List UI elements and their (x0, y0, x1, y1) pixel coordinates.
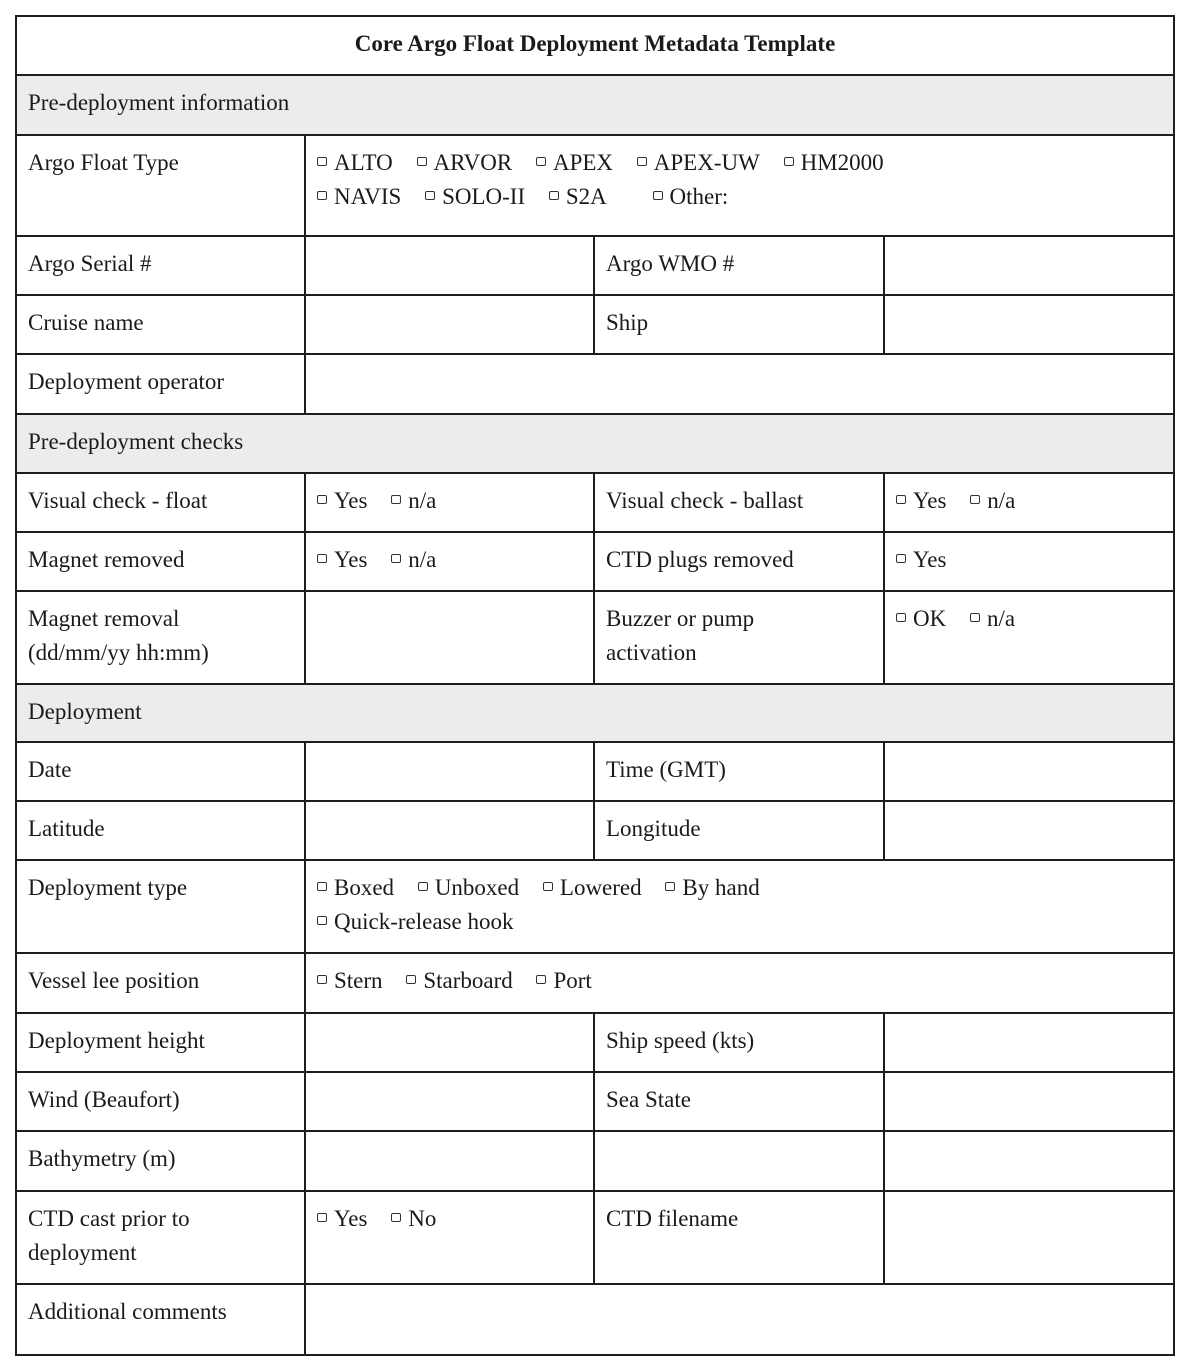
serial-label: Argo Serial # (16, 236, 305, 295)
checkbox-icon[interactable] (896, 613, 906, 622)
checkbox-icon[interactable] (317, 916, 327, 925)
visual-float-na-option[interactable]: n/a (391, 484, 436, 518)
checkbox-icon[interactable] (637, 157, 647, 166)
checkbox-icon[interactable] (536, 157, 546, 166)
ship-speed-field[interactable] (884, 1013, 1174, 1072)
wind-label: Wind (Beaufort) (16, 1072, 305, 1131)
deployment-type-by-hand-option[interactable]: By hand (665, 871, 759, 905)
checkbox-icon[interactable] (317, 554, 327, 563)
checkbox-icon[interactable] (406, 975, 416, 984)
buzzer-ok-option[interactable]: OK (896, 602, 946, 636)
buzzer-options (884, 591, 1174, 684)
buzzer-label: Buzzer or pump activation (594, 591, 884, 684)
time-field[interactable] (884, 742, 1174, 801)
comments-field[interactable] (305, 1284, 1174, 1355)
section-pre-deployment-information: Pre-deployment information (16, 75, 1174, 135)
checkbox-icon[interactable] (391, 1213, 401, 1222)
buzzer-na-option[interactable]: n/a (970, 602, 1015, 636)
ctd-filename-field[interactable] (884, 1191, 1174, 1284)
deployment-height-field[interactable] (305, 1013, 594, 1072)
cruise-name-label: Cruise name (16, 295, 305, 354)
visual-ballast-yes-option[interactable]: Yes (896, 484, 946, 518)
checkbox-icon[interactable] (665, 882, 675, 891)
float-type-hm2000-option[interactable]: HM2000 (784, 146, 884, 180)
wmo-field[interactable] (884, 236, 1174, 295)
magnet-removed-label: Magnet removed (16, 532, 305, 591)
bathymetry-field[interactable] (305, 1131, 594, 1191)
float-type-apex-option[interactable]: APEX (536, 146, 613, 180)
ctd-filename-label: CTD filename (594, 1191, 884, 1284)
deployment-type-lowered-option[interactable]: Lowered (543, 871, 642, 905)
checkbox-icon[interactable] (970, 495, 980, 504)
visual-float-label: Visual check - float (16, 473, 305, 532)
checkbox-icon[interactable] (970, 613, 980, 622)
ship-field[interactable] (884, 295, 1174, 354)
ctd-cast-no-option[interactable]: No (391, 1202, 436, 1236)
checkbox-icon[interactable] (784, 157, 794, 166)
magnet-removed-options (305, 532, 594, 591)
operator-label: Deployment operator (16, 354, 305, 414)
magnet-removal-time-field[interactable] (305, 591, 594, 684)
float-type-s2a-option[interactable]: S2A (549, 180, 607, 214)
section-deployment: Deployment (16, 684, 1174, 742)
operator-field[interactable] (305, 354, 1174, 414)
magnet-removed-na-option[interactable]: n/a (391, 543, 436, 577)
sea-state-label: Sea State (594, 1072, 884, 1131)
serial-field[interactable] (305, 236, 594, 295)
visual-ballast-options (884, 473, 1174, 532)
time-label: Time (GMT) (594, 742, 884, 801)
checkbox-icon[interactable] (317, 1213, 327, 1222)
deployment-type-unboxed-option[interactable]: Unboxed (418, 871, 519, 905)
comments-label: Additional comments (16, 1284, 305, 1355)
checkbox-icon[interactable] (418, 882, 428, 891)
vessel-lee-port-option[interactable]: Port (536, 964, 591, 998)
float-type-solo-ii-option[interactable]: SOLO-II (425, 180, 525, 214)
checkbox-icon[interactable] (896, 495, 906, 504)
float-type-other-option[interactable]: Other: (653, 180, 729, 214)
longitude-label: Longitude (594, 801, 884, 860)
checkbox-icon[interactable] (317, 882, 327, 891)
ctd-plugs-options (884, 532, 1174, 591)
checkbox-icon[interactable] (653, 191, 663, 200)
vessel-lee-stern-option[interactable]: Stern (317, 964, 383, 998)
checkbox-icon[interactable] (549, 191, 559, 200)
empty-cell (594, 1131, 884, 1191)
visual-float-options (305, 473, 594, 532)
checkbox-icon[interactable] (896, 554, 906, 563)
latitude-label: Latitude (16, 801, 305, 860)
ship-label: Ship (594, 295, 884, 354)
checkbox-icon[interactable] (543, 882, 553, 891)
deployment-type-quick-release-option[interactable]: Quick-release hook (317, 905, 513, 939)
empty-cell (884, 1131, 1174, 1191)
checkbox-icon[interactable] (317, 975, 327, 984)
date-label: Date (16, 742, 305, 801)
ctd-cast-yes-option[interactable]: Yes (317, 1202, 367, 1236)
form-title: Core Argo Float Deployment Metadata Template (16, 16, 1174, 75)
sea-state-field[interactable] (884, 1072, 1174, 1131)
float-type-navis-option[interactable]: NAVIS (317, 180, 401, 214)
ctd-cast-label: CTD cast prior to deployment (16, 1191, 305, 1284)
ctd-cast-options (305, 1191, 594, 1284)
checkbox-icon[interactable] (317, 157, 327, 166)
wind-field[interactable] (305, 1072, 594, 1131)
float-type-label: Argo Float Type (16, 135, 305, 236)
vessel-lee-options (305, 953, 1174, 1013)
magnet-removal-time-label: Magnet removal (dd/mm/yy hh:mm) (16, 591, 305, 684)
float-type-options (305, 135, 1174, 236)
visual-ballast-na-option[interactable]: n/a (970, 484, 1015, 518)
checkbox-icon[interactable] (425, 191, 435, 200)
visual-ballast-label: Visual check - ballast (594, 473, 884, 532)
float-type-arvor-option[interactable]: ARVOR (417, 146, 513, 180)
deployment-type-options (305, 860, 1174, 953)
date-field[interactable] (305, 742, 594, 801)
deployment-height-label: Deployment height (16, 1013, 305, 1072)
checkbox-icon[interactable] (391, 554, 401, 563)
longitude-field[interactable] (884, 801, 1174, 860)
section-pre-deployment-checks: Pre-deployment checks (16, 414, 1174, 473)
checkbox-icon[interactable] (317, 495, 327, 504)
magnet-removed-yes-option[interactable]: Yes (317, 543, 367, 577)
vessel-lee-starboard-option[interactable]: Starboard (406, 964, 512, 998)
wmo-label: Argo WMO # (594, 236, 884, 295)
visual-float-yes-option[interactable]: Yes (317, 484, 367, 518)
bathymetry-label: Bathymetry (m) (16, 1131, 305, 1191)
checkbox-icon[interactable] (391, 495, 401, 504)
vessel-lee-label: Vessel lee position (16, 953, 305, 1013)
deployment-type-label: Deployment type (16, 860, 305, 953)
metadata-form (15, 15, 1175, 1356)
float-type-apex-uw-option[interactable]: APEX-UW (637, 146, 760, 180)
ctd-plugs-yes-option[interactable]: Yes (896, 543, 946, 577)
ctd-plugs-label: CTD plugs removed (594, 532, 884, 591)
deployment-type-boxed-option[interactable]: Boxed (317, 871, 394, 905)
cruise-name-field[interactable] (305, 295, 594, 354)
float-type-alto-option[interactable]: ALTO (317, 146, 393, 180)
checkbox-icon[interactable] (317, 191, 327, 200)
checkbox-icon[interactable] (417, 157, 427, 166)
latitude-field[interactable] (305, 801, 594, 860)
checkbox-icon[interactable] (536, 975, 546, 984)
ship-speed-label: Ship speed (kts) (594, 1013, 884, 1072)
